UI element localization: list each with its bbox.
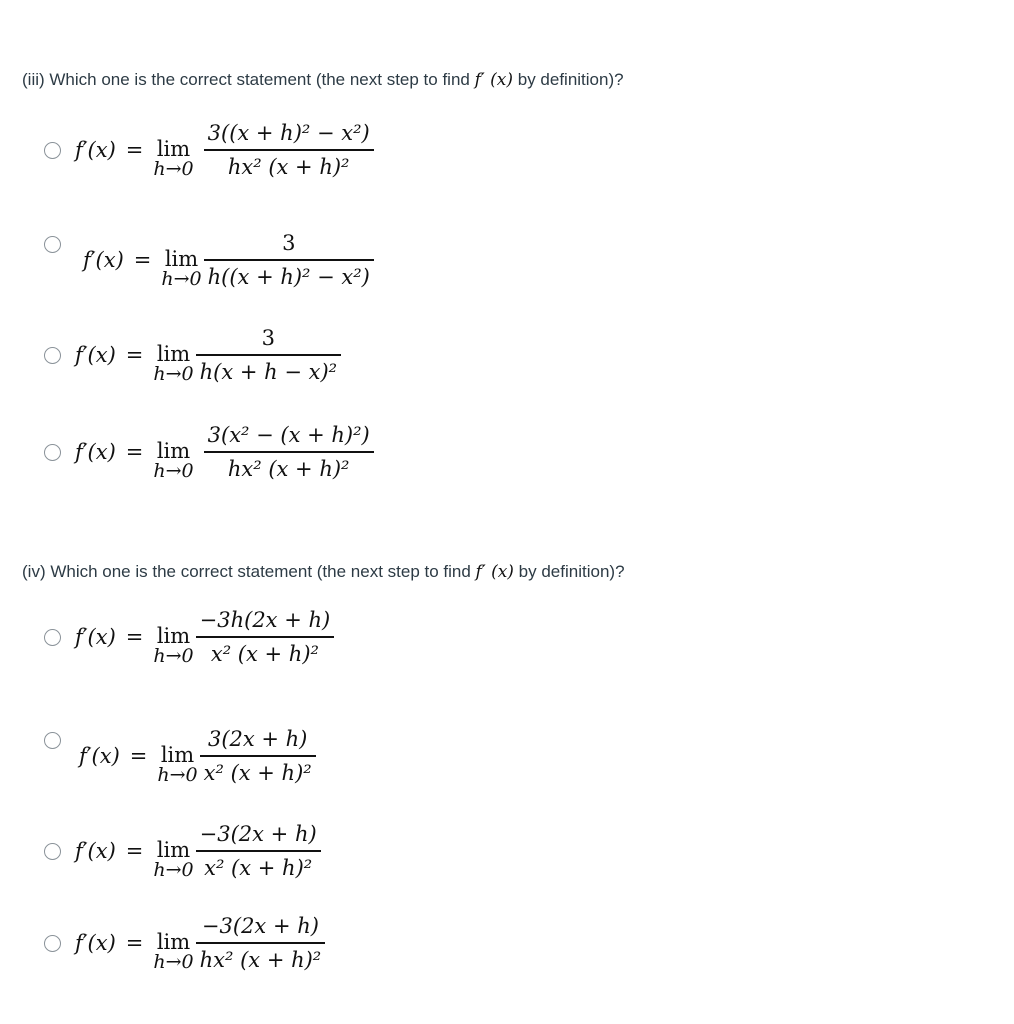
formula-lhs: f′(x): [75, 343, 116, 367]
answer-option-iii-2[interactable]: [44, 220, 374, 300]
lim-word: lim: [160, 742, 195, 767]
lim-word: lim: [156, 341, 191, 366]
fraction-denominator: x² (x + h)²: [204, 855, 313, 880]
fraction-numerator: 3(x² − (x + h)²): [207, 423, 370, 448]
question-prefix: (iv) Which one is the correct statement (the next step to find: [22, 562, 476, 581]
fraction-numerator: 3: [261, 326, 276, 351]
radio-button[interactable]: [44, 629, 61, 646]
fraction-bar: [204, 451, 374, 452]
limit-operator: [153, 929, 194, 973]
fraction: [200, 726, 316, 786]
question-suffix: by definition)?: [513, 562, 625, 581]
option-formula: [75, 325, 341, 385]
formula-lhs: f′(x): [75, 625, 116, 649]
formula-lhs: f′(x): [75, 931, 116, 955]
radio-button[interactable]: [44, 142, 61, 159]
fraction-numerator: −3h(2x + h): [199, 608, 331, 633]
radio-button[interactable]: [44, 843, 61, 860]
answer-option-iv-2[interactable]: [44, 716, 316, 796]
formula-lhs: f′(x): [75, 138, 116, 162]
formula-lhs: f′(x): [83, 248, 124, 272]
limit-operator: [153, 341, 194, 385]
question-iii-prompt: [22, 70, 624, 90]
lim-subscript: h→0: [153, 362, 194, 385]
formula-lhs: f′(x): [75, 440, 116, 464]
fraction-bar: [196, 354, 341, 355]
lim-word: lim: [164, 246, 199, 271]
fraction-denominator: hx² (x + h)²: [199, 947, 322, 972]
question-iv-prompt: [22, 562, 625, 582]
answer-option-iii-1[interactable]: [44, 110, 374, 190]
option-formula: [75, 821, 321, 881]
fraction-bar: [204, 149, 374, 150]
fraction-numerator: −3(2x + h): [199, 822, 317, 847]
radio-button[interactable]: [44, 347, 61, 364]
fraction-bar: [196, 636, 335, 637]
lim-word: lim: [156, 837, 191, 862]
fraction-denominator: h(x + h − x)²: [199, 359, 338, 384]
equals-sign: =: [125, 625, 144, 649]
question-prefix: (iii) Which one is the correct statement (the next step to find: [22, 70, 475, 89]
lim-subscript: h→0: [153, 858, 194, 881]
limit-operator: [161, 246, 202, 290]
lim-subscript: h→0: [153, 157, 194, 180]
lim-word: lim: [156, 623, 191, 648]
fraction: [204, 230, 374, 290]
fraction: [196, 325, 341, 385]
equals-sign: =: [133, 248, 152, 272]
option-formula: [75, 913, 325, 973]
question-suffix: by definition)?: [513, 70, 624, 89]
fraction-bar: [196, 942, 326, 943]
limit-operator: [153, 438, 194, 482]
fraction-bar: [204, 259, 374, 260]
option-formula: [75, 120, 374, 180]
option-formula: [79, 726, 316, 786]
radio-button[interactable]: [44, 444, 61, 461]
radio-button[interactable]: [44, 236, 61, 253]
fraction: [196, 607, 335, 667]
option-formula: [83, 230, 374, 290]
equals-sign: =: [129, 744, 148, 768]
fraction-denominator: x² (x + h)²: [203, 760, 312, 785]
formula-lhs: f′(x): [75, 839, 116, 863]
formula-lhs: f′(x): [79, 744, 120, 768]
lim-subscript: h→0: [153, 459, 194, 482]
limit-operator: [153, 837, 194, 881]
lim-word: lim: [156, 136, 191, 161]
derivative-symbol: f′ (x): [474, 70, 514, 90]
fraction-denominator: hx² (x + h)²: [227, 154, 350, 179]
lim-subscript: h→0: [153, 644, 194, 667]
fraction-denominator: h((x + h)² − x²): [207, 264, 370, 289]
equals-sign: =: [125, 343, 144, 367]
fraction: [196, 913, 326, 973]
lim-word: lim: [156, 438, 191, 463]
answer-option-iv-4[interactable]: [44, 903, 325, 983]
answer-option-iv-1[interactable]: [44, 597, 334, 677]
derivative-symbol: f′ (x): [475, 562, 514, 582]
equals-sign: =: [125, 931, 144, 955]
equals-sign: =: [125, 138, 144, 162]
radio-button[interactable]: [44, 732, 61, 749]
fraction-denominator: hx² (x + h)²: [227, 456, 350, 481]
fraction: [204, 120, 374, 180]
fraction-numerator: 3: [282, 231, 296, 256]
lim-subscript: h→0: [153, 950, 194, 973]
fraction-numerator: 3(2x + h): [207, 727, 308, 752]
option-formula: [75, 422, 374, 482]
limit-operator: [157, 742, 198, 786]
answer-option-iii-4[interactable]: [44, 412, 374, 492]
fraction: [204, 422, 374, 482]
lim-subscript: h→0: [157, 763, 198, 786]
option-formula: [75, 607, 334, 667]
fraction-bar: [200, 755, 316, 756]
fraction-numerator: 3((x + h)² − x²): [207, 121, 370, 146]
fraction: [196, 821, 321, 881]
answer-option-iii-3[interactable]: [44, 315, 341, 395]
fraction-numerator: −3(2x + h): [201, 914, 319, 939]
limit-operator: [153, 623, 194, 667]
fraction-denominator: x² (x + h)²: [210, 641, 319, 666]
fraction-bar: [196, 850, 321, 851]
lim-word: lim: [156, 929, 191, 954]
equals-sign: =: [125, 839, 144, 863]
lim-subscript: h→0: [161, 267, 202, 290]
radio-button[interactable]: [44, 935, 61, 952]
limit-operator: [153, 136, 194, 180]
answer-option-iv-3[interactable]: [44, 811, 321, 891]
equals-sign: =: [125, 440, 144, 464]
